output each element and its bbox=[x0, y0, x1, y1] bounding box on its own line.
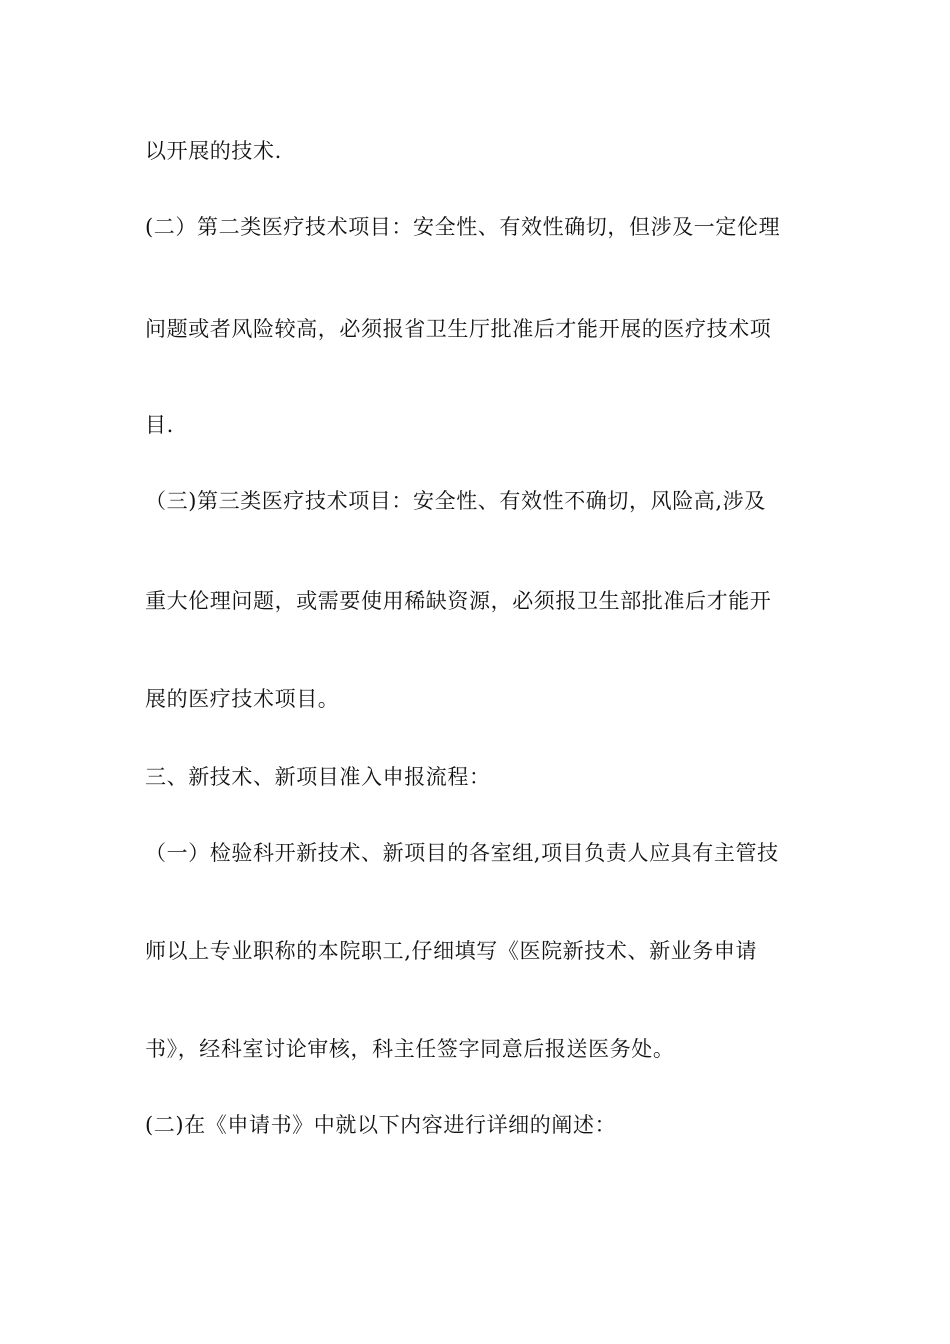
text-line-3: 问题或者风险较高，必须报省卫生厅批准后才能开展的医疗技术项 bbox=[145, 317, 772, 341]
text-line-11: 书》，经科室讨论审核，科主任签字同意后报送医务处。 bbox=[145, 1037, 675, 1061]
text-line-10: 师以上专业职称的本院职工,仔细填写《医院新技术、新业务申请 bbox=[145, 939, 758, 963]
text-line-7: 展的医疗技术项目。 bbox=[145, 687, 340, 711]
text-line-6: 重大伦理问题，或需要使用稀缺资源，必须报卫生部批准后才能开 bbox=[145, 589, 772, 613]
text-line-4: 目. bbox=[145, 413, 174, 437]
text-line-2: (二）第二类医疗技术项目：安全性、有效性确切，但涉及一定伦理 bbox=[145, 215, 781, 239]
text-line-5: （三)第三类医疗技术项目：安全性、有效性不确切，风险高,涉及 bbox=[145, 489, 766, 513]
text-line-1: 以开展的技术. bbox=[145, 139, 282, 163]
section-heading: 三、新技术、新项目准入申报流程： bbox=[145, 765, 491, 789]
text-line-12: (二)在《申请书》中就以下内容进行详细的阐述： bbox=[145, 1113, 617, 1137]
text-line-9: （一）检验科开新技术、新项目的各室组,项目负责人应具有主管技 bbox=[145, 841, 779, 865]
